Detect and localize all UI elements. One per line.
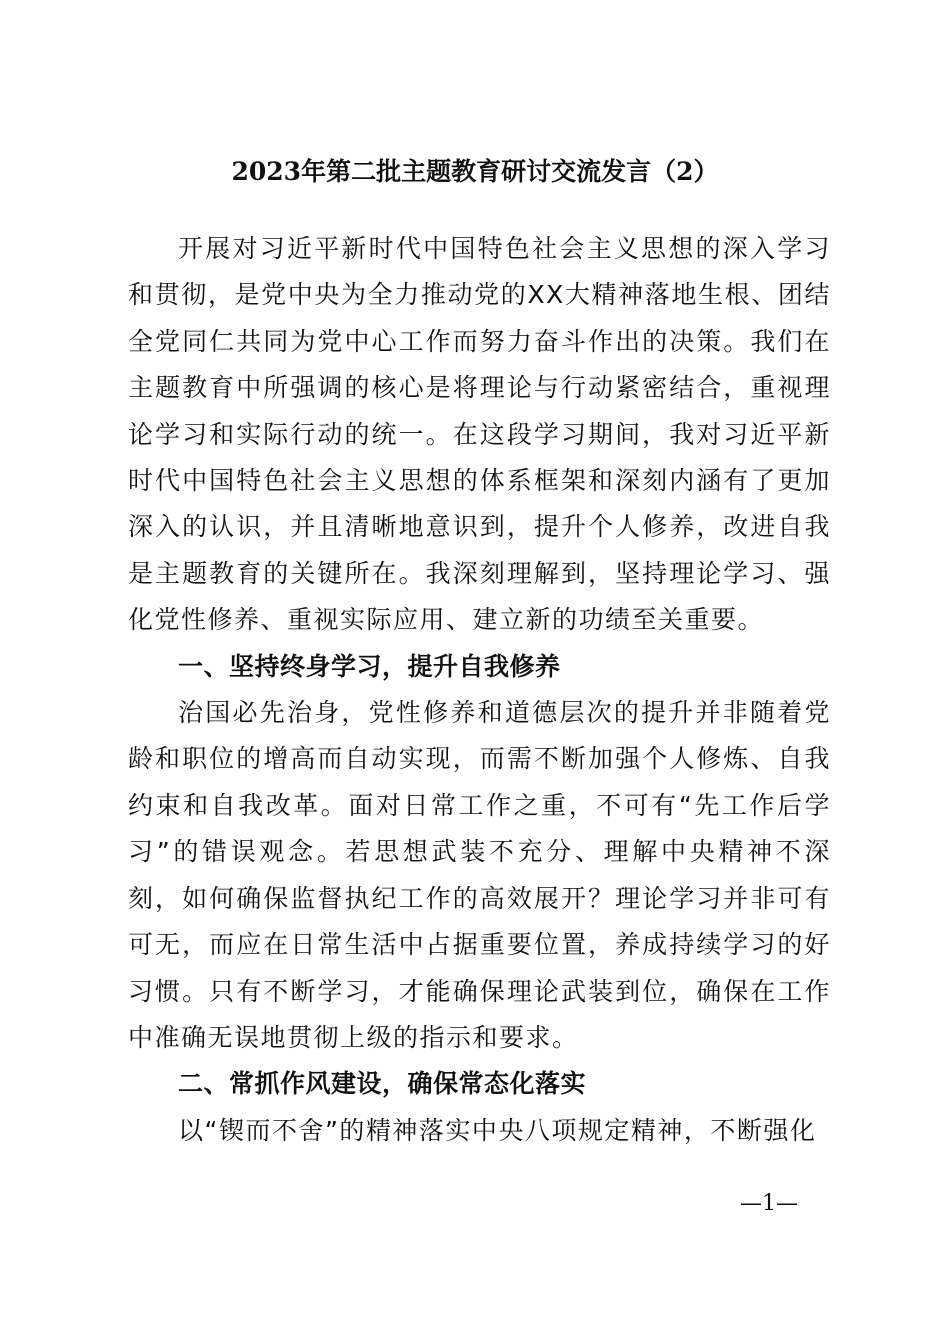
document-body <box>128 226 831 1154</box>
page-number: —1— <box>740 1191 798 1216</box>
section-2-heading: 二、常抓作风建设，确保常态化落实 <box>178 1069 587 1099</box>
section-2-paragraph: 以“锲而不舍”的精神落实中央八项规定精神，不断强化 <box>178 1115 817 1145</box>
document-title: 2023年第二批主题教育研讨交流发言（2） <box>231 157 719 186</box>
section-1-heading: 一、坚持终身学习，提升自我修养 <box>178 651 561 681</box>
intro-paragraph: 开展对习近平新时代中国特色社会主义思想的深入学习和贯彻，是党中央为全力推动党的XX大精神落地生根、团结全党同仁共同为党中心工作而努力奋斗作出的决策。我们在主题教育中所强调的核心是将理论与行动紧密结合，重视理论学习和实际行动的统一。在这段学习期间，我对习近平新时代中国特色社会主义思想的体系框架和深刻内涵有了更加深入的认识，并且清晰地意识到，提升个人修养，改进自我是主题教育的关键所在。我深刻理解到，坚持理论学习、强化党性修养、重视实际应用、建立新的功绩至关重要。 <box>128 234 831 635</box>
section-1-paragraph: 治国必先治身，党性修养和道德层次的提升并非随着党龄和职位的增高而自动实现，而需不断加强个人修炼、自我约束和自我改革。面对日常工作之重，不可有“先工作后学习”的错误观念。若思想武装不充分、理解中央精神不深刻，如何确保监督执纪工作的高效展开？理论学习并非可有可无，而应在日常生活中占据重要位置，养成持续学习的好习惯。只有不断学习，才能确保理论武装到位，确保在工作中准确无误地贯彻上级的指示和要求。 <box>128 698 831 1052</box>
